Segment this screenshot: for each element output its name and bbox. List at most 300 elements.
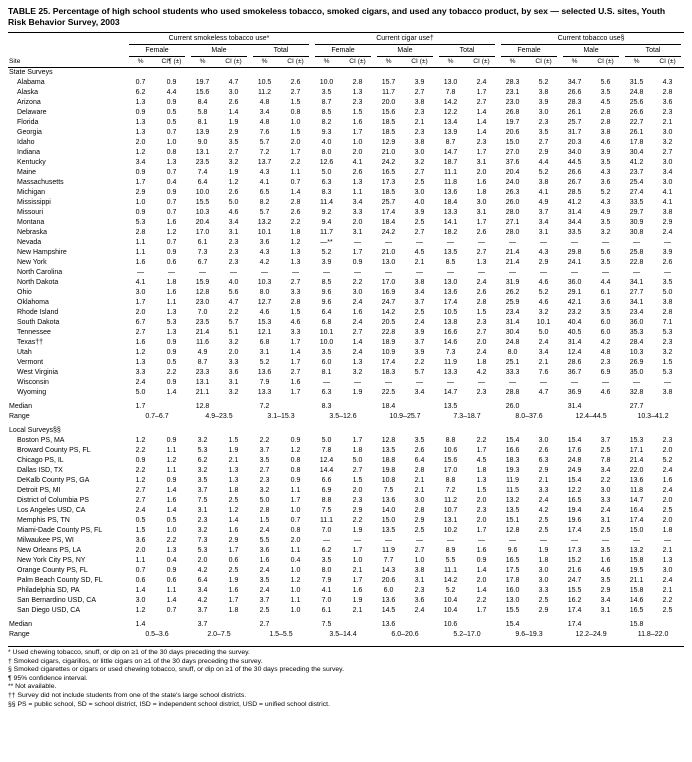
site-name: New York — [17, 259, 47, 266]
value-cell: 1.4 — [290, 349, 301, 356]
value-cell: 5.3 — [662, 369, 673, 376]
value-cell: 2.7 — [228, 149, 239, 156]
value-cell: 1.6 — [228, 527, 239, 534]
value-cell: 13.9 — [443, 129, 458, 136]
table-row — [8, 526, 684, 536]
value-cell: 3.8 — [414, 279, 425, 286]
value-cell: 1.0 — [352, 139, 363, 146]
value-cell: 7.1 — [662, 319, 673, 326]
value-cell: 1.9 — [538, 547, 549, 554]
sex-header-male — [560, 45, 622, 57]
median-value-cell: 7.5 — [321, 621, 332, 628]
value-cell: 0.7 — [166, 209, 177, 216]
value-cell: 2.8 — [600, 109, 611, 116]
data-table — [8, 32, 684, 644]
value-cell: 13.5 — [505, 507, 520, 514]
value-cell: 15.4 — [567, 437, 582, 444]
value-cell: 7.3 — [197, 537, 208, 544]
value-cell: 4.6 — [600, 389, 611, 396]
value-cell: 2.8 — [352, 79, 363, 86]
value-cell: 11.8 — [443, 179, 458, 186]
sex-header-female — [126, 45, 188, 57]
value-cell: 40.4 — [567, 319, 582, 326]
value-cell: 3.1 — [538, 229, 549, 236]
value-cell: 24.0 — [505, 179, 520, 186]
value-cell: 10.0 — [195, 189, 210, 196]
value-cell: 1.7 — [290, 149, 301, 156]
value-cell: 3.4 — [352, 199, 363, 206]
site-name: Utah — [17, 349, 32, 356]
value-cell: 1.5 — [259, 517, 270, 524]
value-cell: 1.9 — [228, 119, 239, 126]
value-cell: 5.7 — [259, 139, 270, 146]
table-row — [8, 388, 684, 398]
value-cell: 3.8 — [600, 129, 611, 136]
value-cell: — — [602, 379, 610, 386]
value-cell: 0.6 — [166, 259, 177, 266]
value-cell: 16.5 — [505, 557, 520, 564]
value-cell: 1.7 — [352, 547, 363, 554]
value-cell: 3.8 — [414, 99, 425, 106]
value-cell: 2.3 — [228, 239, 239, 246]
value-cell: 2.4 — [352, 299, 363, 306]
pct-column-header: % — [250, 57, 279, 68]
sex-label: Male — [191, 45, 247, 57]
value-cell: 7.7 — [383, 557, 394, 564]
table-row — [8, 328, 684, 338]
value-cell: 2.4 — [259, 527, 270, 534]
group-header-tobacco — [498, 33, 684, 46]
value-cell: 1.2 — [135, 349, 146, 356]
value-cell: 5.7 — [259, 209, 270, 216]
table-row — [8, 198, 684, 208]
value-cell: 1.3 — [166, 309, 177, 316]
value-cell: 2.7 — [290, 89, 301, 96]
value-cell: 4.0 — [228, 279, 239, 286]
table-body — [8, 68, 684, 645]
value-cell: 18.3 — [381, 369, 396, 376]
value-cell: 18.2 — [443, 229, 458, 236]
value-cell: 3.6 — [228, 369, 239, 376]
value-cell: 15.6 — [381, 109, 396, 116]
value-cell: 14.6 — [629, 597, 644, 604]
value-cell: 2.1 — [414, 477, 425, 484]
value-cell: 2.7 — [290, 369, 301, 376]
value-cell: 2.9 — [538, 259, 549, 266]
median-value-cell: 8.3 — [321, 403, 332, 410]
value-cell: 1.7 — [352, 249, 363, 256]
site-name: Palm Beach County SD, FL — [17, 577, 103, 584]
value-cell: 2.9 — [538, 607, 549, 614]
value-cell: 4.6 — [538, 279, 549, 286]
value-cell: 2.7 — [662, 149, 673, 156]
sex-header-female — [498, 45, 560, 57]
value-cell: 8.9 — [445, 547, 456, 554]
value-cell: 13.3 — [443, 209, 458, 216]
value-cell: 1.7 — [476, 527, 487, 534]
value-cell: 13.5 — [381, 527, 396, 534]
value-cell: 6.3 — [321, 389, 332, 396]
value-cell: — — [540, 379, 548, 386]
value-cell: 2.7 — [476, 249, 487, 256]
value-cell: 2.1 — [538, 359, 549, 366]
value-cell: 2.2 — [166, 369, 177, 376]
value-cell: 2.7 — [352, 467, 363, 474]
value-cell: 3.7 — [600, 437, 611, 444]
group-label: Current smokeless tobacco use* — [129, 33, 309, 45]
value-cell: 31.4 — [505, 319, 520, 326]
pct-column-header: % — [622, 57, 651, 68]
pct-column-header: % — [436, 57, 465, 68]
footnote: * Used chewing tobacco, snuff, or dip on ≥1 of the 30 days preceding the survey. — [8, 649, 250, 656]
value-cell: 2.5 — [600, 447, 611, 454]
range-value-cell: 2.0–7.5 — [207, 631, 231, 638]
value-cell: 0.7 — [166, 607, 177, 614]
pct-column-header: % — [560, 57, 589, 68]
value-cell: 18.4 — [381, 219, 396, 226]
site-name: Georgia — [17, 129, 42, 136]
value-cell: 1.4 — [166, 487, 177, 494]
value-cell: 1.5 — [352, 109, 363, 116]
value-cell: 1.5 — [476, 487, 487, 494]
value-cell: 1.6 — [600, 557, 611, 564]
value-cell: 1.0 — [166, 527, 177, 534]
site-name: Oklahoma — [17, 299, 49, 306]
value-cell: 8.2 — [321, 119, 332, 126]
value-cell: 22.8 — [381, 329, 396, 336]
value-cell: 20.6 — [381, 577, 396, 584]
range-value-cell: 11.8–22.0 — [637, 631, 669, 638]
value-cell: 3.5 — [259, 577, 270, 584]
value-cell: 15.5 — [567, 587, 582, 594]
value-cell: 1.7 — [228, 547, 239, 554]
value-cell: 4.7 — [228, 79, 239, 86]
value-cell: 0.9 — [135, 209, 146, 216]
value-cell: 3.7 — [197, 487, 208, 494]
value-cell: 13.6 — [629, 477, 644, 484]
value-cell: 3.3 — [600, 497, 611, 504]
site-name: Arizona — [17, 99, 41, 106]
value-cell: 5.5 — [445, 557, 456, 564]
table-row — [8, 338, 684, 348]
value-cell: 2.3 — [414, 587, 425, 594]
value-cell: 28.5 — [567, 189, 582, 196]
range-value-cell: 3.5–14.4 — [329, 631, 357, 638]
value-cell: 16.5 — [629, 607, 644, 614]
value-cell: 0.9 — [166, 339, 177, 346]
value-cell: 2.1 — [414, 487, 425, 494]
value-cell: 24.7 — [381, 299, 396, 306]
value-cell: 5.1 — [228, 329, 239, 336]
table-row — [8, 348, 684, 358]
value-cell: 4.4 — [166, 89, 177, 96]
value-cell: 2.2 — [476, 597, 487, 604]
value-cell: 4.1 — [321, 587, 332, 594]
value-cell: 3.5 — [321, 557, 332, 564]
value-cell: 9.0 — [197, 139, 208, 146]
value-cell: 26.0 — [505, 199, 520, 206]
value-cell: 12.9 — [381, 139, 396, 146]
value-cell: — — [571, 269, 579, 276]
value-cell: 13.2 — [629, 547, 644, 554]
value-cell: 4.0 — [321, 139, 332, 146]
value-cell: 10.6 — [443, 447, 458, 454]
value-cell: 36.9 — [567, 389, 582, 396]
value-cell: 3.0 — [538, 577, 549, 584]
value-cell: 1.3 — [290, 249, 301, 256]
value-cell: 31.9 — [505, 279, 520, 286]
value-cell: 2.7 — [352, 329, 363, 336]
value-cell: 1.4 — [352, 339, 363, 346]
value-cell: 1.3 — [135, 359, 146, 366]
value-cell: 1.6 — [259, 557, 270, 564]
value-cell: 4.6 — [228, 209, 239, 216]
value-cell: 2.1 — [538, 477, 549, 484]
section-header-row — [8, 68, 684, 79]
value-cell: 3.5 — [600, 89, 611, 96]
value-cell: 3.6 — [414, 597, 425, 604]
value-cell: 3.3 — [538, 487, 549, 494]
value-cell: 15.3 — [257, 319, 272, 326]
value-cell: 4.3 — [538, 249, 549, 256]
sex-label: Total — [625, 45, 681, 57]
range-value-cell: 5.2–17.0 — [453, 631, 481, 638]
value-cell: 15.4 — [567, 477, 582, 484]
value-cell: — — [354, 537, 361, 544]
value-cell: 6.3 — [321, 179, 332, 186]
value-cell: 25.7 — [567, 119, 582, 126]
value-cell: 2.4 — [600, 507, 611, 514]
value-cell: 11.4 — [319, 199, 334, 206]
value-cell: 6.4 — [197, 577, 208, 584]
median-value-cell: 1.4 — [135, 621, 146, 628]
value-cell: 13.1 — [195, 379, 210, 386]
value-cell: 2.1 — [414, 119, 425, 126]
median-label: Median — [9, 621, 32, 628]
value-cell: 2.9 — [228, 129, 239, 136]
site-name: Milwaukee PS, WI — [17, 537, 74, 544]
value-cell: 4.7 — [538, 389, 549, 396]
value-cell: — — [385, 239, 392, 246]
value-cell: 2.5 — [259, 607, 270, 614]
value-cell: — — [292, 269, 299, 276]
value-cell: 17.8 — [629, 139, 644, 146]
value-cell: 2.0 — [352, 487, 363, 494]
value-cell: 2.7 — [476, 329, 487, 336]
value-cell: 10.3 — [195, 209, 210, 216]
value-cell: 14.6 — [443, 339, 458, 346]
value-cell: 0.5 — [166, 109, 177, 116]
value-cell: 3.4 — [662, 169, 673, 176]
value-cell: 21.4 — [195, 329, 210, 336]
value-cell: 1.2 — [290, 447, 301, 454]
value-cell: 24.1 — [567, 259, 582, 266]
value-cell: 26.9 — [629, 359, 644, 366]
value-cell: 3.2 — [228, 339, 239, 346]
value-cell: 3.6 — [662, 99, 673, 106]
value-cell: 23.0 — [195, 299, 210, 306]
value-cell: 30.9 — [629, 219, 644, 226]
value-cell: 7.5 — [383, 487, 394, 494]
value-cell: 6.1 — [197, 239, 208, 246]
value-cell: 19.6 — [567, 517, 582, 524]
value-cell: 3.5 — [228, 139, 239, 146]
value-cell: 9.2 — [321, 209, 332, 216]
value-cell: 21.1 — [629, 577, 644, 584]
table-row — [8, 378, 684, 388]
value-cell: 1.8 — [476, 189, 487, 196]
value-cell: 4.6 — [538, 299, 549, 306]
empty-cell — [155, 620, 188, 630]
table-row — [8, 258, 684, 268]
site-name: Orange County PS, FL — [17, 567, 88, 574]
value-cell: 1.1 — [135, 249, 146, 256]
ci-column-header: CI (±) — [589, 57, 622, 68]
value-cell: 23.0 — [505, 99, 520, 106]
empty-cell — [651, 402, 684, 412]
value-cell: 4.8 — [259, 119, 270, 126]
value-cell: 1.0 — [290, 507, 301, 514]
value-cell: 4.3 — [259, 249, 270, 256]
value-cell: 5.0 — [662, 289, 673, 296]
value-cell: — — [571, 239, 579, 246]
value-cell: 5.7 — [414, 369, 425, 376]
value-cell: 2.0 — [135, 139, 146, 146]
empty-cell — [279, 620, 312, 630]
value-cell: 1.7 — [352, 129, 363, 136]
spacer-cell — [8, 640, 684, 644]
value-cell: 0.9 — [290, 477, 301, 484]
table-row — [8, 308, 684, 318]
value-cell: 2.4 — [135, 507, 146, 514]
value-cell: 2.2 — [600, 477, 611, 484]
value-cell: 3.2 — [197, 527, 208, 534]
value-cell: 6.9 — [600, 369, 611, 376]
value-cell: 15.8 — [629, 557, 644, 564]
table-row — [8, 168, 684, 178]
value-cell: — — [447, 239, 454, 246]
value-cell: 2.7 — [414, 169, 425, 176]
site-name: Alabama — [17, 79, 45, 86]
value-cell: 4.1 — [259, 179, 270, 186]
value-cell: 14.2 — [381, 309, 396, 316]
value-cell: 2.0 — [476, 497, 487, 504]
value-cell: 2.3 — [662, 339, 673, 346]
value-cell: 1.6 — [290, 379, 301, 386]
value-cell: 3.2 — [259, 487, 270, 494]
value-cell: 21.4 — [629, 457, 644, 464]
value-cell: 1.2 — [135, 607, 146, 614]
value-cell: 10.4 — [443, 597, 458, 604]
value-cell: 2.8 — [414, 507, 425, 514]
value-cell: 2.7 — [259, 467, 270, 474]
value-cell: 1.4 — [166, 507, 177, 514]
value-cell: 5.2 — [445, 587, 456, 594]
value-cell: 3.2 — [197, 437, 208, 444]
value-cell: 12.7 — [257, 299, 272, 306]
site-name: Los Angeles USD, CA — [17, 507, 86, 514]
value-cell: 7.8 — [445, 89, 456, 96]
value-cell: 10.5 — [257, 79, 272, 86]
value-cell: 18.3 — [505, 457, 520, 464]
site-header-spacer — [8, 33, 126, 58]
value-cell: 1.2 — [166, 229, 177, 236]
value-cell: 1.5 — [352, 477, 363, 484]
site-name: Texas†† — [17, 339, 44, 346]
value-cell: 1.2 — [166, 457, 177, 464]
value-cell: 25.9 — [505, 299, 520, 306]
value-cell: 2.9 — [228, 537, 239, 544]
value-cell: 0.8 — [290, 527, 301, 534]
value-cell: 17.4 — [381, 359, 396, 366]
table-row — [8, 228, 684, 238]
value-cell: 27.0 — [505, 149, 520, 156]
value-cell: 17.3 — [567, 547, 582, 554]
empty-cell — [651, 620, 684, 630]
value-cell: 4.1 — [538, 189, 549, 196]
empty-cell — [279, 402, 312, 412]
value-cell: 4.1 — [662, 199, 673, 206]
value-cell: 3.9 — [414, 79, 425, 86]
value-cell: 3.3 — [228, 359, 239, 366]
site-name: Wisconsin — [17, 379, 49, 386]
value-cell: 13.1 — [443, 517, 458, 524]
value-cell: — — [509, 379, 517, 386]
value-cell: 3.9 — [600, 149, 611, 156]
value-cell: — — [323, 537, 330, 544]
value-cell: 7.3 — [445, 349, 456, 356]
value-cell: 2.5 — [538, 597, 549, 604]
value-cell: 1.6 — [135, 259, 146, 266]
median-value-cell: 13.6 — [381, 621, 396, 628]
value-cell: 4.1 — [135, 279, 146, 286]
value-cell: 36.0 — [567, 279, 582, 286]
value-cell: — — [509, 537, 517, 544]
value-cell: 1.0 — [414, 557, 425, 564]
value-cell: 1.7 — [476, 607, 487, 614]
value-cell: — — [385, 537, 392, 544]
site-name: Vermont — [17, 359, 44, 366]
empty-cell — [527, 620, 560, 630]
value-cell: 2.9 — [662, 219, 673, 226]
value-cell: 3.4 — [228, 219, 239, 226]
value-cell: 1.4 — [476, 567, 487, 574]
value-cell: 1.1 — [166, 467, 177, 474]
ci-column-header: CI (±) — [465, 57, 498, 68]
value-cell: — — [602, 537, 610, 544]
value-cell: 2.2 — [476, 437, 487, 444]
value-cell: 14.4 — [319, 467, 334, 474]
sex-header-total — [250, 45, 312, 57]
value-cell: 4.5 — [600, 99, 611, 106]
value-cell: 2.6 — [662, 259, 673, 266]
site-name: Florida — [17, 119, 39, 126]
value-cell: 7.6 — [538, 369, 549, 376]
value-cell: 2.3 — [476, 389, 487, 396]
site-name: South Dakota — [17, 319, 60, 326]
value-cell: 2.5 — [538, 527, 549, 534]
ci-column-header: CI (±) — [651, 57, 684, 68]
value-cell: 3.2 — [662, 349, 673, 356]
value-cell: 29.8 — [567, 249, 582, 256]
empty-cell — [527, 402, 560, 412]
value-cell: 11.9 — [381, 547, 396, 554]
value-cell: 1.3 — [290, 259, 301, 266]
median-value-cell: 15.8 — [629, 621, 644, 628]
value-cell: 21.4 — [505, 249, 520, 256]
range-value-cell: 12.4–44.5 — [575, 413, 607, 420]
value-cell: 1.6 — [662, 477, 673, 484]
